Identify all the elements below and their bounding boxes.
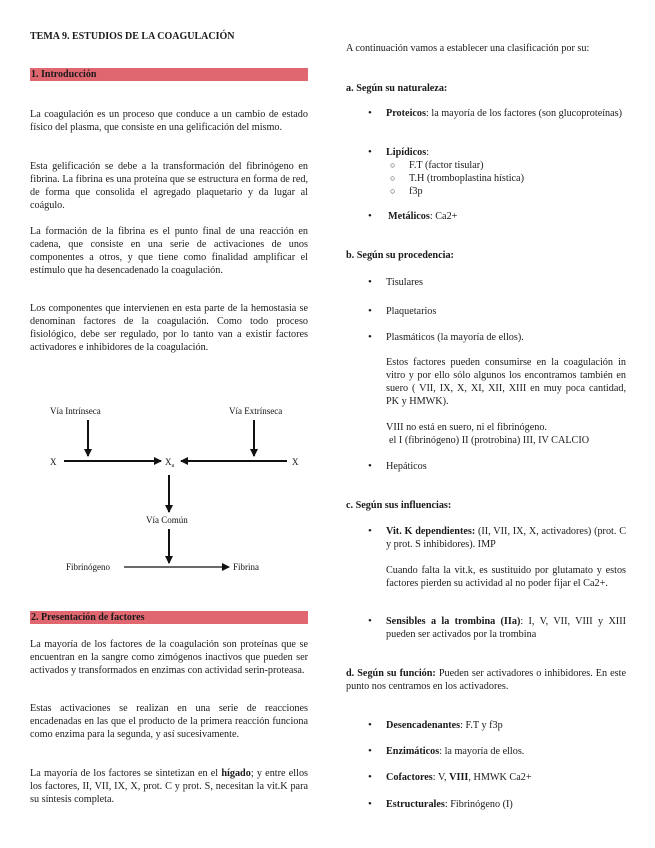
bullet-icon: •: [368, 276, 372, 288]
sub-list-item: F.T (factor tisular): [409, 160, 484, 171]
paragraph: Esta gelificación se debe a la transformación del fibrinógeno en fibrina. La fibrina es una proteína que se estructura en forma de red, de forma que consolida el agregado plaquetario y da lugar al coágulo.: [30, 161, 308, 211]
list-item: Sensibles a la trombina (IIa): I, V, VII, VIII y XIII pueden ser activados por la trombina: [386, 616, 626, 640]
circle-bullet-icon: ○: [390, 186, 396, 196]
paragraph: La coagulación es un proceso que conduce a un cambio de estado físico del plasma, que consiste en una gelificación del mismo.: [30, 109, 308, 133]
via-intrinseca-label: Vía Intrínseca: [50, 406, 101, 416]
bullet-icon: •: [368, 305, 372, 317]
page-title: TEMA 9. ESTUDIOS DE LA COAGULACIÓN: [30, 31, 235, 42]
sub-list-item: f3p: [409, 186, 423, 197]
via-comun-label: Vía Común: [146, 515, 188, 525]
paragraph: Estos factores pueden consumirse en la coagulación in vitro y por ello sólo algunos los encontramos también en suero ( VII, IX, X, XI, XII, XIII en muy poca cantidad, PK y HMWK).: [386, 357, 626, 407]
factor-xa: $X_a$: [165, 457, 175, 469]
list-item: Cofactores: V, VIII, HMWK Ca2+: [386, 772, 532, 783]
section-heading-introduccion: 1. Introducción: [30, 68, 308, 81]
list-item: Tisulares: [386, 277, 423, 288]
paragraph: VIII no está en suero, ni el fibrinógeno.: [386, 422, 547, 433]
bullet-icon: •: [368, 146, 372, 158]
via-extrinseca-label: Vía Extrínseca: [229, 406, 283, 416]
list-item: Lipídicos:: [386, 147, 430, 158]
bullet-icon: •: [368, 771, 372, 783]
list-item: Vit. K dependientes: (II, VII, IX, X, activadores) (prot. C y prot. S inhibidores). IMP: [386, 526, 626, 550]
list-item: Desencadenantes: F.T y f3p: [386, 720, 503, 731]
paragraph: el I (fibrinógeno) II (protrobina) III, IV CALCIO: [389, 435, 590, 446]
coagulation-cascade-diagram: [30, 395, 308, 580]
list-item: Estructurales: Fibrinógeno (I): [386, 799, 513, 810]
bullet-icon: •: [368, 719, 372, 731]
bullet-icon: •: [368, 745, 372, 757]
list-item: Plasmáticos (la mayoría de ellos).: [386, 332, 524, 343]
paragraph: Los componentes que intervienen en esta parte de la hemostasia se denominan factores de la coagulación. Como todo proceso fisiológico, debe ser regulado, por lo tanto van a existir factores activadores e inhibidores de la coagulación.: [30, 303, 308, 353]
bullet-icon: •: [368, 525, 372, 537]
fibrinogeno-label: Fibrinógeno: [66, 562, 110, 572]
factor-x-right: X: [292, 457, 299, 467]
paragraph: La mayoría de los factores de la coagulación son proteínas que se encuentran en la sangre como zimógenos inactivos que pueden ser activados y transformados en enzimas con actividad serin-proteasa.: [30, 639, 308, 676]
paragraph: La mayoría de los factores se sintetizan en el hígado; y entre ellos los factores, II, VII, IX, X, prot. C y prot. S, necesitan la vit.K para su síntesis completa.: [30, 768, 309, 805]
bullet-icon: •: [368, 798, 372, 810]
sub-list-item: T.H (tromboplastina hística): [409, 173, 524, 184]
paragraph: A continuación vamos a establecer una clasificación por su:: [346, 43, 590, 54]
subheading-naturaleza: a. Según su naturaleza:: [346, 83, 448, 94]
paragraph: Estas activaciones se realizan en una serie de reacciones encadenadas en las que el producto de la primera reacción funciona como enzima para la segunda, y así sucesivamente.: [30, 703, 308, 740]
subheading-procedencia: b. Según su procedencia:: [346, 250, 454, 261]
bullet-icon: •: [368, 460, 372, 472]
bullet-icon: •: [368, 107, 372, 119]
paragraph: d. Según su función: Pueden ser activadores o inhibidores. En este punto nos centramos en los activadores.: [346, 668, 626, 692]
circle-bullet-icon: ○: [390, 160, 396, 170]
fibrina-label: Fibrina: [233, 562, 259, 572]
list-item: Enzimáticos: la mayoría de ellos.: [386, 746, 525, 757]
subheading-influencias: c. Según sus influencias:: [346, 500, 452, 511]
circle-bullet-icon: ○: [390, 173, 396, 183]
list-item: Proteicos: la mayoría de los factores (son glucoproteínas): [386, 108, 623, 119]
bullet-icon: •: [368, 331, 372, 343]
bullet-icon: •: [368, 615, 372, 627]
paragraph: La formación de la fibrina es el punto final de una reacción en cadena, que consiste en una serie de activaciones de unos componentes a otros, y que tiene como finalidad amplificar el estímulo que ha desencadenado la coagulación.: [30, 226, 308, 276]
list-item: Hepáticos: [386, 461, 427, 472]
list-item: Metálicos: Ca2+: [388, 211, 458, 222]
bullet-icon: •: [368, 210, 372, 222]
paragraph: Cuando falta la vit.k, es sustituido por glutamato y estos factores pierden su actividad al no poder fijar el Ca2+.: [386, 565, 626, 589]
section-heading-presentacion: 2. Presentación de factores: [30, 611, 308, 624]
factor-x-left: X: [50, 457, 57, 467]
list-item: Plaquetarios: [386, 306, 437, 317]
